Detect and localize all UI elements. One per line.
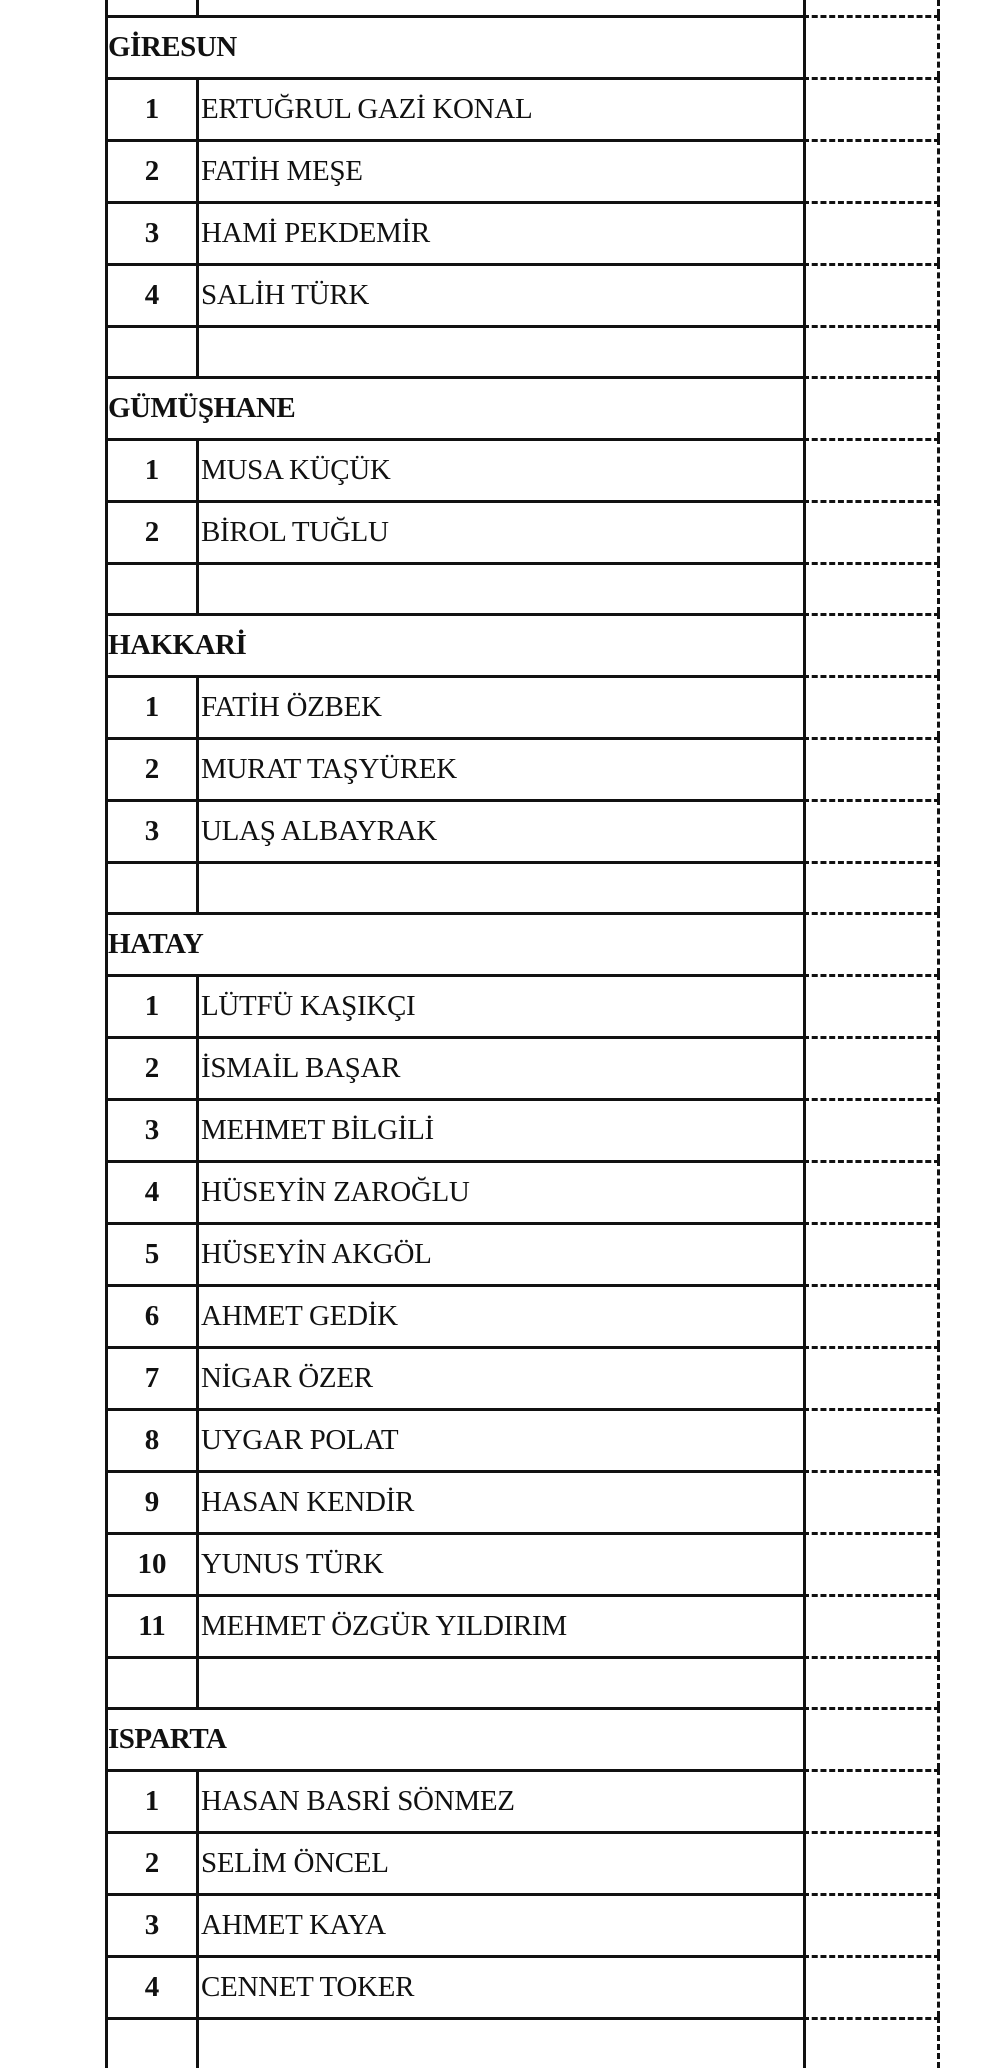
candidate-number: 1 <box>108 441 199 500</box>
candidate-row <box>105 1594 940 1656</box>
row-main <box>105 1036 803 1098</box>
candidate-name: HASAN KENDİR <box>201 1486 415 1518</box>
candidate-row <box>105 263 940 325</box>
candidate-row <box>105 1346 940 1408</box>
blank-dashed-cell <box>803 500 940 562</box>
candidate-list-table <box>105 0 940 2068</box>
province-cell <box>105 912 803 974</box>
row-main <box>105 1284 803 1346</box>
candidate-number: 1 <box>108 977 199 1036</box>
row-main <box>105 263 803 325</box>
blank-dashed-cell <box>803 201 940 263</box>
blank-dashed-cell <box>803 1222 940 1284</box>
row-main <box>105 1408 803 1470</box>
row-main <box>105 139 803 201</box>
blank-dashed-cell <box>803 2017 940 2068</box>
spacer-row <box>105 0 940 15</box>
candidate-row <box>105 1098 940 1160</box>
candidate-name: İSMAİL BAŞAR <box>201 1052 401 1084</box>
candidate-name: SALİH TÜRK <box>201 279 370 311</box>
row-main <box>105 1532 803 1594</box>
candidate-number: 1 <box>108 678 199 737</box>
candidate-name: UYGAR POLAT <box>201 1424 399 1456</box>
row-main <box>105 438 803 500</box>
candidate-number: 3 <box>108 1101 199 1160</box>
candidate-number: 11 <box>108 1597 199 1656</box>
candidate-name <box>199 1659 803 1707</box>
candidate-number: 1 <box>108 1772 199 1831</box>
row-main <box>105 1098 803 1160</box>
candidate-row <box>105 500 940 562</box>
candidate-number: 3 <box>108 1896 199 1955</box>
candidate-name: AHMET GEDİK <box>201 1300 398 1332</box>
province-header-row <box>105 1707 940 1769</box>
candidate-row <box>105 77 940 139</box>
row-main <box>105 1160 803 1222</box>
candidate-name: MURAT TAŞYÜREK <box>201 753 457 785</box>
row-main <box>105 325 803 376</box>
blank-dashed-cell <box>803 325 940 376</box>
candidate-name <box>199 328 803 376</box>
row-main <box>105 562 803 613</box>
blank-dashed-cell <box>803 1532 940 1594</box>
province-header-row <box>105 15 940 77</box>
candidate-row <box>105 1769 940 1831</box>
blank-dashed-cell <box>803 613 940 675</box>
candidate-number: 1 <box>108 80 199 139</box>
row-main <box>105 1955 803 2017</box>
blank-dashed-cell <box>803 139 940 201</box>
candidate-name: BİROL TUĞLU <box>201 516 389 548</box>
blank-dashed-cell <box>803 263 940 325</box>
candidate-name: FATİH ÖZBEK <box>201 691 382 723</box>
candidate-number <box>108 328 199 376</box>
candidate-name <box>199 2020 803 2068</box>
candidate-name: MEHMET BİLGİLİ <box>201 1114 434 1146</box>
candidate-number: 10 <box>108 1535 199 1594</box>
province-name: HATAY <box>108 928 204 960</box>
candidate-number <box>108 2020 199 2068</box>
candidate-number <box>108 565 199 613</box>
blank-dashed-cell <box>803 675 940 737</box>
blank-dashed-cell <box>803 912 940 974</box>
row-main <box>105 1831 803 1893</box>
blank-dashed-cell <box>803 1656 940 1707</box>
candidate-name: CENNET TOKER <box>201 1971 415 2003</box>
province-header-row <box>105 912 940 974</box>
blank-dashed-cell <box>803 1346 940 1408</box>
blank-dashed-cell <box>803 1470 940 1532</box>
candidate-number <box>108 864 199 912</box>
blank-dashed-cell <box>803 1160 940 1222</box>
candidate-row <box>105 799 940 861</box>
candidate-name <box>199 565 803 613</box>
candidate-name: YUNUS TÜRK <box>201 1548 384 1580</box>
row-main <box>105 500 803 562</box>
row-main <box>105 1470 803 1532</box>
row-main <box>105 974 803 1036</box>
candidate-name: NİGAR ÖZER <box>201 1362 373 1394</box>
province-name: GİRESUN <box>108 31 237 63</box>
candidate-row <box>105 675 940 737</box>
province-name: HAKKARİ <box>108 629 247 661</box>
spacer-row <box>105 2017 940 2068</box>
blank-dashed-cell <box>803 1284 940 1346</box>
candidate-number: 7 <box>108 1349 199 1408</box>
row-main <box>105 799 803 861</box>
row-main <box>105 1769 803 1831</box>
candidate-number: 5 <box>108 1225 199 1284</box>
candidate-row <box>105 974 940 1036</box>
candidate-row <box>105 139 940 201</box>
blank-dashed-cell <box>803 1831 940 1893</box>
candidate-row <box>105 1955 940 2017</box>
candidate-number: 9 <box>108 1473 199 1532</box>
blank-dashed-cell <box>803 1707 940 1769</box>
blank-dashed-cell <box>803 1036 940 1098</box>
candidate-name <box>199 864 803 912</box>
province-name: ISPARTA <box>108 1723 227 1755</box>
candidate-name: ULAŞ ALBAYRAK <box>201 815 437 847</box>
candidate-number: 8 <box>108 1411 199 1470</box>
candidate-row <box>105 1408 940 1470</box>
blank-dashed-cell <box>803 1098 940 1160</box>
candidate-number: 2 <box>108 1039 199 1098</box>
province-cell <box>105 613 803 675</box>
blank-dashed-cell <box>803 15 940 77</box>
row-main <box>105 77 803 139</box>
candidate-number: 2 <box>108 1834 199 1893</box>
province-cell <box>105 376 803 438</box>
candidate-row <box>105 201 940 263</box>
candidate-row <box>105 1160 940 1222</box>
candidate-name: AHMET KAYA <box>201 1909 386 1941</box>
candidate-name: MEHMET ÖZGÜR YILDIRIM <box>201 1610 567 1642</box>
blank-dashed-cell <box>803 77 940 139</box>
candidate-row <box>105 438 940 500</box>
candidate-name: HÜSEYİN AKGÖL <box>201 1238 432 1270</box>
candidate-name: MUSA KÜÇÜK <box>201 454 391 486</box>
row-main <box>105 737 803 799</box>
candidate-row <box>105 1893 940 1955</box>
blank-dashed-cell <box>803 0 940 15</box>
candidate-number: 6 <box>108 1287 199 1346</box>
blank-dashed-cell <box>803 376 940 438</box>
row-main <box>105 1893 803 1955</box>
blank-dashed-cell <box>803 1955 940 2017</box>
candidate-row <box>105 1036 940 1098</box>
candidate-number: 2 <box>108 740 199 799</box>
row-main <box>105 1656 803 1707</box>
spacer-row <box>105 861 940 912</box>
blank-dashed-cell <box>803 799 940 861</box>
blank-dashed-cell <box>803 438 940 500</box>
row-main <box>105 675 803 737</box>
candidate-name: ERTUĞRUL GAZİ KONAL <box>201 93 533 125</box>
province-name: GÜMÜŞHANE <box>108 392 296 424</box>
candidate-number: 3 <box>108 802 199 861</box>
candidate-number: 4 <box>108 1163 199 1222</box>
blank-dashed-cell <box>803 1594 940 1656</box>
blank-dashed-cell <box>803 1408 940 1470</box>
candidate-row <box>105 1532 940 1594</box>
candidate-row <box>105 1831 940 1893</box>
row-main <box>105 1594 803 1656</box>
candidate-number: 4 <box>108 1958 199 2017</box>
blank-dashed-cell <box>803 562 940 613</box>
blank-dashed-cell <box>803 974 940 1036</box>
spacer-row <box>105 1656 940 1707</box>
row-main <box>105 1346 803 1408</box>
spacer-row <box>105 325 940 376</box>
province-header-row <box>105 376 940 438</box>
candidate-number: 2 <box>108 142 199 201</box>
candidate-number <box>108 1659 199 1707</box>
candidate-row <box>105 1470 940 1532</box>
candidate-number: 3 <box>108 204 199 263</box>
candidate-name: SELİM ÖNCEL <box>201 1847 389 1879</box>
province-header-row <box>105 613 940 675</box>
blank-dashed-cell <box>803 1893 940 1955</box>
candidate-row <box>105 737 940 799</box>
candidate-name: HASAN BASRİ SÖNMEZ <box>201 1785 515 1817</box>
candidate-name: LÜTFÜ KAŞIKÇI <box>201 990 416 1022</box>
province-cell <box>105 15 803 77</box>
blank-dashed-cell <box>803 861 940 912</box>
candidate-name: FATİH MEŞE <box>201 155 363 187</box>
candidate-name: HAMİ PEKDEMİR <box>201 217 430 249</box>
blank-dashed-cell <box>803 1769 940 1831</box>
candidate-name <box>199 0 803 15</box>
row-main <box>105 861 803 912</box>
candidate-number <box>108 0 199 15</box>
candidate-name: HÜSEYİN ZAROĞLU <box>201 1176 470 1208</box>
row-main <box>105 2017 803 2068</box>
row-main <box>105 1222 803 1284</box>
candidate-number: 4 <box>108 266 199 325</box>
row-main <box>105 201 803 263</box>
candidate-number: 2 <box>108 503 199 562</box>
candidate-row <box>105 1284 940 1346</box>
province-cell <box>105 1707 803 1769</box>
row-main <box>105 0 803 15</box>
candidate-row <box>105 1222 940 1284</box>
blank-dashed-cell <box>803 737 940 799</box>
spacer-row <box>105 562 940 613</box>
